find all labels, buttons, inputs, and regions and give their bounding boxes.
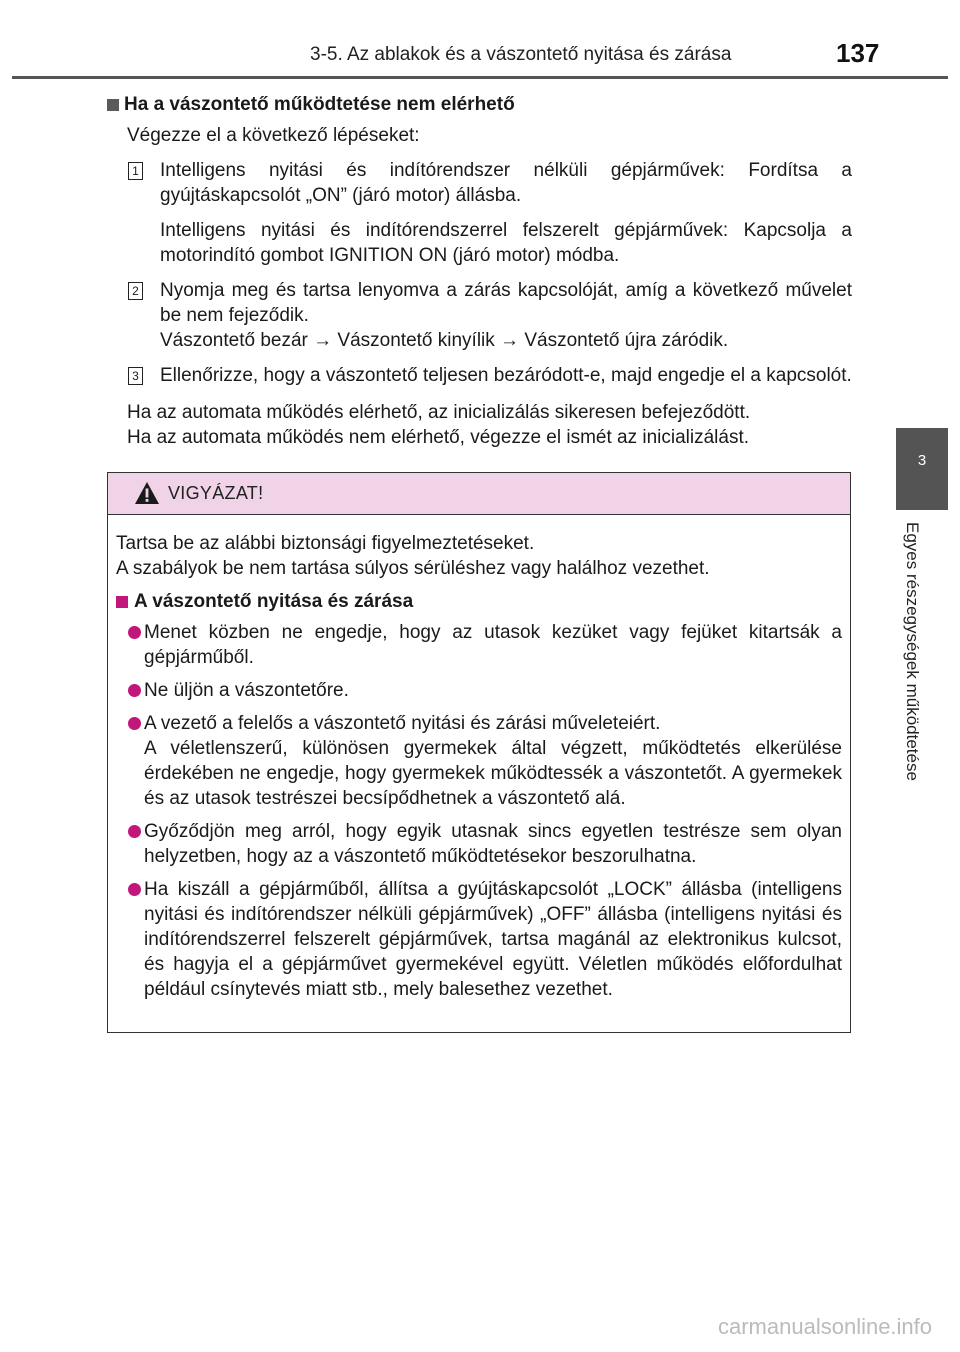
warning-header (108, 473, 850, 515)
circle-bullet-icon (128, 717, 141, 730)
warning-bullet (116, 819, 842, 869)
step-number-box: 3 (128, 367, 143, 385)
square-bullet-icon (107, 99, 119, 111)
step-1 (107, 158, 852, 208)
step-sequence: Vászontető bezár → Vászontető kinyílik → Vászontető újra záródik. (160, 330, 729, 351)
step-number-box: 2 (128, 282, 143, 300)
chapter-label: Egyes részegységek működtetése (903, 522, 922, 781)
warning-title: VIGYÁZAT! (168, 483, 264, 503)
header-section-title: 3-5. Az ablakok és a vászontető nyitása és zárása (310, 44, 732, 65)
footer-watermark: carmanualsonline.info (718, 1314, 933, 1339)
bullet-text: Győződjön meg arról, hogy egyik utasnak sincs egyetlen testrésze sem olyan helyzetben, hogy az a vászontető működtetésekor beszorulhatna. (144, 821, 842, 867)
square-bullet-icon (116, 596, 128, 608)
closing-line-2: Ha az automata működés nem elérhető, végezze el ismét az inicializálást. (127, 427, 750, 448)
bullet-text: Menet közben ne engedje, hogy az utasok kezüket vagy fejüket kitartsák a gépjárműből. (144, 622, 842, 668)
step-1-extra: Intelligens nyitási és indítórendszerrel felszerelt gépjárművek: Kapcsolja a motorindító gombot IGNITION ON (járó motor) módba. (160, 220, 852, 266)
circle-bullet-icon (128, 626, 141, 639)
main-content (107, 92, 852, 450)
bullet-text-extra: A véletlenszerű, különösen gyermekek által végzett, működtetés elkerülése érdekében ne engedje, hogy gyermekek működtessék a vászontetőt. A gyermekek és az utasok testrészei becsípődhetnek a vászontető alá. (144, 738, 842, 809)
bullet-text: Ne üljön a vászontetőre. (144, 680, 349, 701)
chapter-number: 3 (917, 452, 927, 469)
warning-bullet (116, 877, 842, 1002)
warning-triangle-icon (134, 481, 160, 505)
warning-subheading (116, 589, 842, 614)
circle-bullet-icon (128, 684, 141, 697)
closing-line-1: Ha az automata működés elérhető, az inicializálás sikeresen befejeződött. (127, 402, 751, 423)
circle-bullet-icon (128, 825, 141, 838)
section-heading-text: Ha a vászontető működtetése nem elérhető (124, 94, 515, 115)
warning-intro-2: A szabályok be nem tartása súlyos sérüléshez vagy halálhoz vezethet. (116, 558, 710, 579)
step-3 (107, 363, 852, 388)
bullet-text: Ha kiszáll a gépjárműből, állítsa a gyújtáskapcsolót „LOCK” állásba (intelligens nyitási és indítórendszer nélküli gépjárművek) „OFF” állásba (intelligens nyitási és indítórendszerrel felszerelt gépjárművek, tartsa magánál az elektronikus kulcsot, és hagyja el a gépjárművet gyermekével együtt. Véletlen működés előfordulhat például csínytevés miatt stb., mely balesethez vezethet. (144, 879, 842, 1000)
section-intro: Végezze el a következő lépéseket: (127, 125, 420, 146)
warning-bullet (116, 620, 842, 670)
warning-bullet (116, 711, 842, 811)
section-heading (107, 92, 852, 117)
step-2 (107, 278, 852, 353)
warning-box (107, 472, 851, 1033)
warning-bullet (116, 678, 842, 703)
warning-subheading-text: A vászontető nyitása és zárása (134, 591, 414, 612)
chapter-tab (896, 428, 948, 510)
circle-bullet-icon (128, 883, 141, 896)
step-text: Ellenőrizze, hogy a vászontető teljesen bezáródott-e, majd engedje el a kapcsolót. (160, 365, 852, 386)
step-text: Intelligens nyitási és indítórendszer nélküli gépjárművek: Fordítsa a gyújtáskapcsolót „ON” (járó motor) állásba. (160, 160, 852, 206)
step-text: Nyomja meg és tartsa lenyomva a zárás kapcsolóját, amíg a következő művelet be nem fejeződik. (160, 280, 852, 326)
warning-intro-1: Tartsa be az alábbi biztonsági figyelmeztetéseket. (116, 533, 535, 554)
warning-body (108, 515, 850, 1002)
header-divider (12, 76, 948, 79)
step-number-box: 1 (128, 162, 143, 180)
bullet-text: A vezető a felelős a vászontető nyitási és zárási műveleteiért. (144, 713, 661, 734)
page-number: 137 (836, 38, 880, 68)
